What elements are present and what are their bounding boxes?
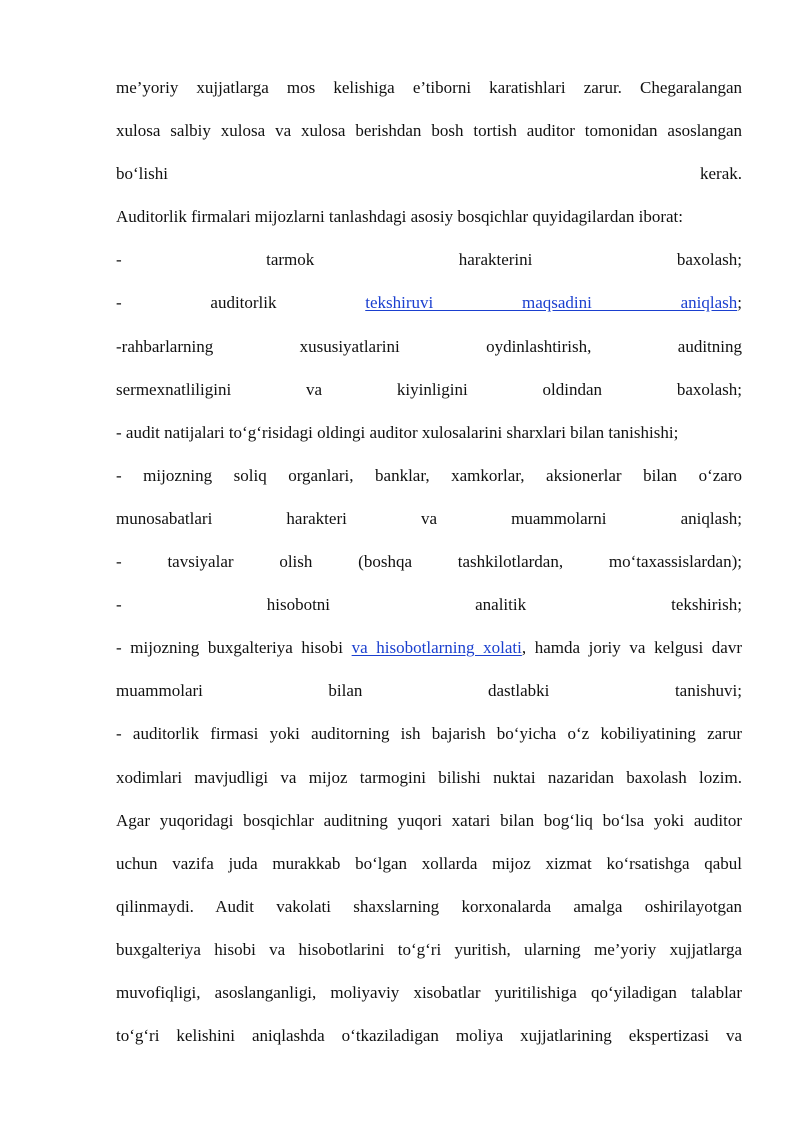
text-line: xodimlari mavjudligi va mijoz tarmogini bilishi nuktai nazaridan baxolash lozim. [116, 767, 742, 787]
text-line: bo‘lishi kerak. [116, 164, 742, 184]
text-line: muammolari bilan dastlabki tanishuvi; [116, 681, 742, 701]
text-line-with-link [116, 630, 742, 673]
text-line: Agar yuqoridagi bosqichlar auditning yuqori xatari bilan bog‘liq bo‘lsa yoki auditor [116, 810, 742, 830]
link-line-suffix: , hamda joriy va kelgusi davr [521, 638, 743, 658]
text-line: Auditorlik firmalari mijozlarni tanlashdagi asosiy bosqichlar quyidagilardan iborat: [116, 207, 683, 227]
text-line: uchun vazifa juda murakkab bo‘lgan xollarda mijoz xizmat ko‘rsatishga qabul [116, 853, 742, 873]
text-line: - auditorlik firmasi yoki auditorning ish bajarish bo‘yicha o‘z kobiliyatining zarur [116, 724, 742, 744]
text-line: to‘g‘ri kelishini aniqlashda o‘tkaziladigan moliya xujjatlarining ekspertizasi va [116, 1026, 742, 1046]
text-line: muvofiqligi, asoslanganligi, moliyaviy xisobatlar yuritilishiga qo‘yiladigan talablar [116, 982, 742, 1002]
text-line: - hisobotni analitik tekshirish; [116, 595, 742, 615]
text-line: -rahbarlarning xususiyatlarini oydinlashtirish, auditning [116, 336, 742, 356]
document-page [116, 70, 742, 1061]
tekshiruvi-link[interactable]: tekshiruvi maqsadini aniqlash [365, 293, 738, 313]
text-line: - mijozning soliq organlari, banklar, xamkorlar, aksionerlar bilan o‘zaro [116, 465, 742, 485]
text-line: xulosa salbiy xulosa va xulosa berishdan bosh tortish auditor tomonidan asoslangan [116, 121, 742, 141]
text-line: munosabatlari harakteri va muammolarni aniqlash; [116, 508, 742, 528]
hisobotlarning-xolati-link[interactable]: va hisobotlarning xolati [351, 638, 522, 658]
text-line: - tavsiyalar olish (boshqa tashkilotlardan, mo‘taxassislardan); [116, 552, 742, 572]
text-line: sermexnatliligini va kiyinligini oldindan baxolash; [116, 379, 742, 399]
text-line: me’yoriy xujjatlarga mos kelishiga e’tiborni karatishlari zarur. Chegaralangan [116, 78, 742, 97]
text-line: - audit natijalari to‘g‘risidagi oldingi auditor xulosalarini sharxlari bilan tanishishi; [116, 422, 679, 442]
link-line-prefix: - auditorlik [116, 293, 366, 313]
link-line-suffix: ; [737, 293, 742, 313]
text-line: - tarmok harakterini baxolash; [116, 250, 742, 270]
text-line: qilinmaydi. Audit vakolati shaxslarning korxonalarda amalga oshirilayotgan [116, 896, 742, 916]
link-line-prefix: - mijozning buxgalteriya hisobi [116, 638, 352, 658]
text-line-with-link [116, 285, 742, 328]
text-line: buxgalteriya hisobi va hisobotlarini to‘g‘ri yuritish, ularning me’yoriy xujjatlarga [116, 939, 742, 959]
